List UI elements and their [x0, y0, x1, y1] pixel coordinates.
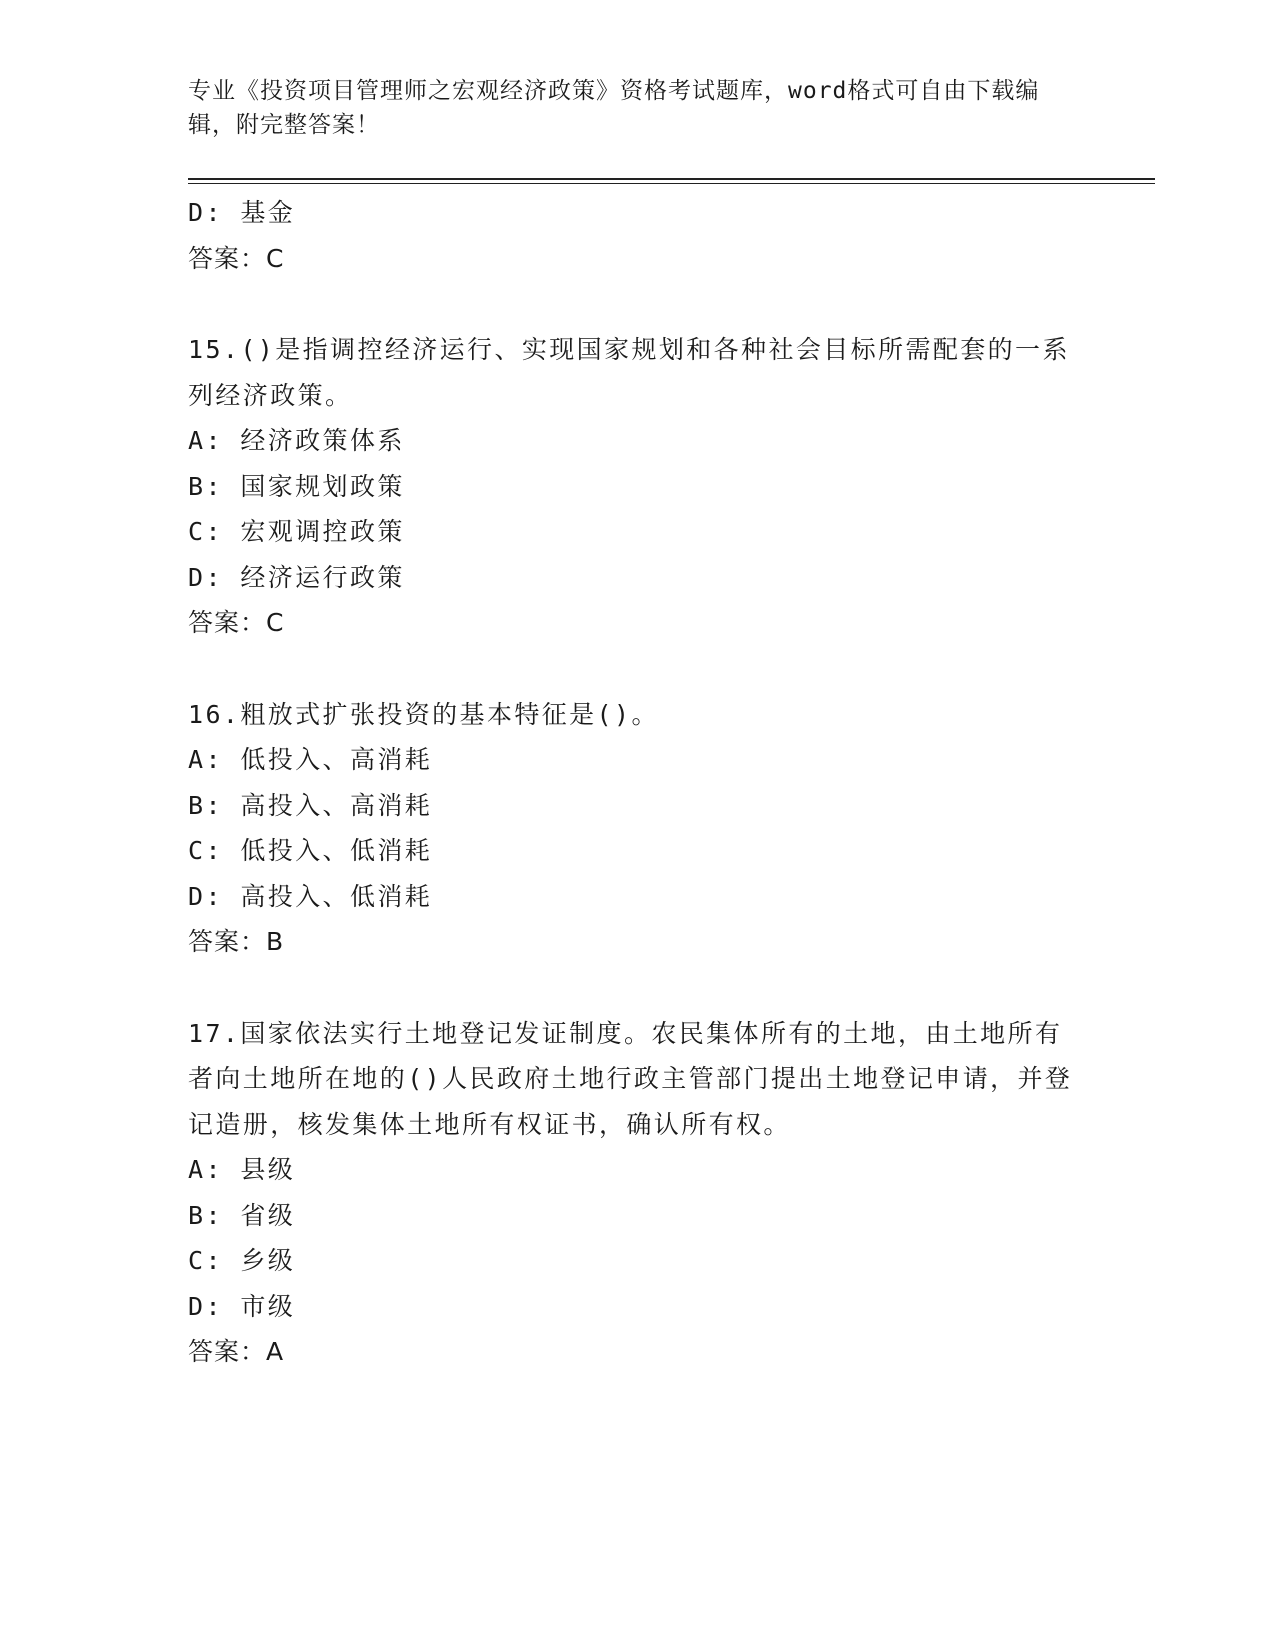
question-stem: 16.粗放式扩张投资的基本特征是()。: [188, 699, 659, 729]
option-b: B: 国家规划政策: [188, 471, 405, 501]
header-divider-thick: [188, 178, 1155, 180]
answer: 答案：A: [188, 1337, 285, 1366]
answer-previous: 答案：C: [188, 243, 285, 273]
option-c: C: 乡级: [188, 1246, 296, 1275]
question-17: [188, 1011, 1088, 1375]
option-d: D: 市级: [188, 1291, 296, 1321]
document-header: 专业《投资项目管理师之宏观经济政策》资格考试题库，word格式可自由下载编辑，附完整答案！: [188, 78, 1040, 138]
option-b: B: 高投入、高消耗: [188, 790, 433, 820]
option-a: A: 经济政策体系: [188, 426, 405, 455]
header-divider-thin: [188, 183, 1155, 184]
option-a: A: 低投入、高消耗: [188, 745, 433, 774]
option-d-previous: D: 基金: [188, 198, 296, 227]
question-16: [188, 692, 1088, 965]
option-d: D: 高投入、低消耗: [188, 881, 433, 911]
option-c: C: 宏观调控政策: [188, 517, 405, 546]
option-c: C: 低投入、低消耗: [188, 836, 433, 865]
question-stem: 17.国家依法实行土地登记发证制度。农民集体所有的土地，由土地所有者向土地所在地的()人民政府土地行政主管部门提出土地登记申请，并登记造册，核发集体土地所有权证书，确认所有权。: [188, 1018, 1073, 1139]
option-d: D: 经济运行政策: [188, 562, 405, 592]
answer: 答案：C: [188, 608, 285, 637]
question-content: [188, 190, 1088, 1375]
option-a: A: 县级: [188, 1155, 296, 1184]
question-stem: 15.()是指调控经济运行、实现国家规划和各种社会目标所需配套的一系列经济政策。: [188, 335, 1070, 410]
question-15: [188, 327, 1088, 646]
answer: 答案：B: [188, 927, 285, 956]
option-b: B: 省级: [188, 1200, 296, 1230]
